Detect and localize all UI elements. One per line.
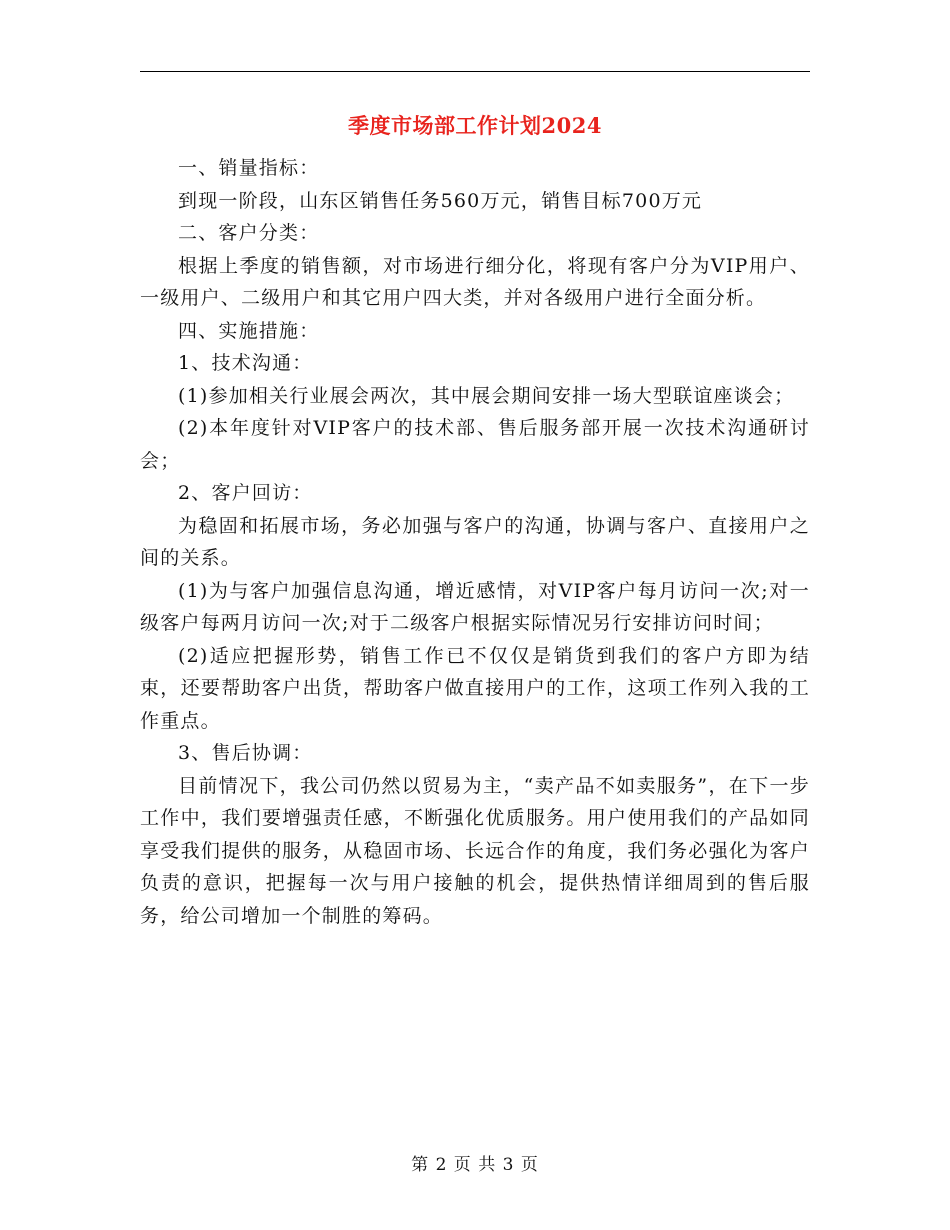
- subheading-customer-visits: 2、客户回访：: [178, 482, 313, 504]
- section-heading-customer-classification: 二、客户分类：: [178, 222, 320, 244]
- page-number: 第 2 页 共 3 页: [411, 1155, 539, 1175]
- paragraph-visit-schedule: (1)为与客户加强信息沟通，增近感情，对VIP客户每月访问一次;对一级客户每两月访问一次;对于二级客户根据实际情况另行安排访问时间；: [140, 579, 810, 634]
- document-body: [140, 152, 810, 932]
- subheading-technical-communication: 1、技术沟通：: [178, 352, 313, 374]
- paragraph-exhibitions: (1)参加相关行业展会两次，其中展会期间安排一场大型联谊座谈会；: [178, 384, 795, 407]
- header-rule: [140, 71, 810, 72]
- paragraph-customer-visits-intro: 为稳固和拓展市场，务必加强与客户的沟通，协调与客户、直接用户之间的关系。: [140, 514, 810, 569]
- section-heading-measures: 四、实施措施：: [178, 319, 320, 342]
- paragraph-after-sales: 目前情况下，我公司仍然以贸易为主，“卖产品不如卖服务”，在下一步工作中，我们要增强责任感，不断强化优质服务。用户使用我们的产品如同享受我们提供的服务，从稳固市场、长远合作的角度，我们务必强化为客户负责的意识，把握每一次与用户接触的机会，提供热情详细周到的售后服务，给公司增加一个制胜的筹码。: [140, 774, 810, 927]
- paragraph-seminar: (2)本年度针对VIP客户的技术部、售后服务部开展一次技术沟通研讨会；: [140, 417, 810, 472]
- section-heading-sales-target: 一、销量指标：: [178, 157, 320, 179]
- paragraph-sales-work: (2)适应把握形势，销售工作已不仅仅是销货到我们的客户方即为结束，还要帮助客户出货，帮助客户做直接用户的工作，这项工作列入我的工作重点。: [140, 644, 810, 732]
- paragraph-sales-target: 到现一阶段，山东区销售任务560万元，销售目标700万元: [178, 189, 703, 212]
- paragraph-customer-classification: 根据上季度的销售额，对市场进行细分化，将现有客户分为VIP用户、一级用户、二级用户和其它用户四大类，并对各级用户进行全面分析。: [140, 254, 810, 309]
- subheading-after-sales: 3、售后协调：: [178, 742, 313, 764]
- document-title: 季度市场部工作计划2024: [348, 113, 602, 138]
